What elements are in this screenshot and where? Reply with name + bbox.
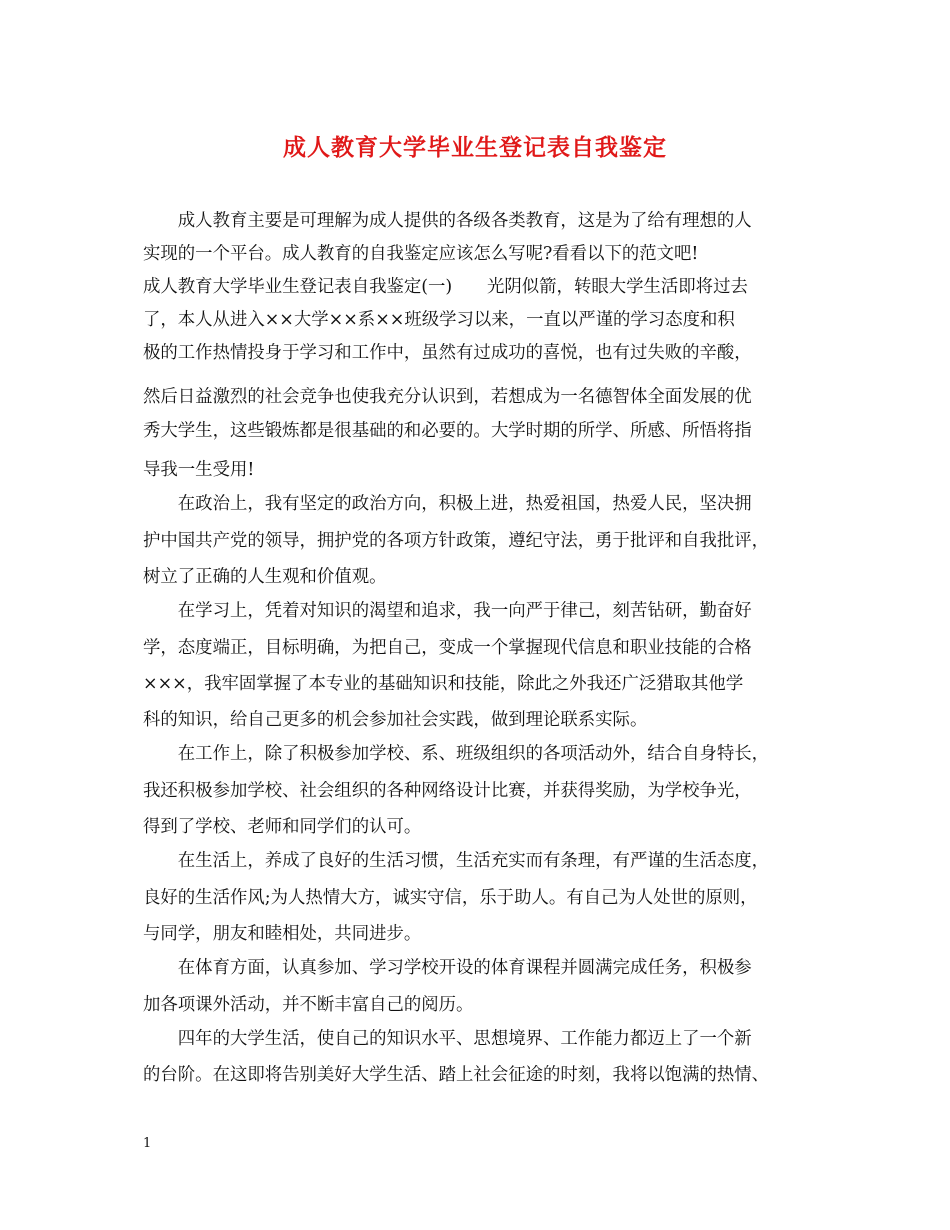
- body-line: 我还积极参加学校、社会组织的各种网络设计比赛，并获得奖励，为学校争光，: [143, 781, 752, 801]
- body-line: 加各项课外活动，并不断丰富自己的阅历。: [143, 995, 474, 1015]
- body-line: 实现的一个平台。成人教育的自我鉴定应该怎么写呢?看看以下的范文吧!: [143, 244, 699, 264]
- body-line: 了，本人从进入××大学××系××班级学习以来，一直以严谨的学习态度和积: [143, 310, 735, 330]
- body-line: 学，态度端正，目标明确，为把自己，变成一个掌握现代信息和职业技能的合格: [143, 638, 752, 658]
- body-line: 导我一生受用!: [143, 460, 255, 480]
- body-line: 成人教育主要是可理解为成人提供的各级各类教育，这是为了给有理想的人: [143, 211, 752, 231]
- body-line: 极的工作热情投身于学习和工作中，虽然有过成功的喜悦，也有过失败的辛酸，: [143, 343, 752, 363]
- body-line: 四年的大学生活，使自己的知识水平、思想境界、工作能力都迈上了一个新: [143, 1029, 752, 1049]
- page-title: 成人教育大学毕业生登记表自我鉴定: [283, 134, 667, 161]
- body-line: 与同学，朋友和睦相处，共同进步。: [143, 924, 422, 944]
- body-line: ×××，我牢固掌握了本专业的基础知识和技能，除此之外我还广泛猎取其他学: [143, 674, 744, 694]
- body-line: 在政治上，我有坚定的政治方向，积极上进，热爱祖国，热爱人民，坚决拥: [143, 494, 752, 514]
- body-line: 树立了正确的人生观和价值观。: [143, 567, 387, 587]
- body-line: 成人教育大学毕业生登记表自我鉴定(一) 光阴似箭，转眼大学生活即将过去: [143, 277, 748, 297]
- body-line: 然后日益激烈的社会竞争也使我充分认识到，若想成为一名德智体全面发展的优: [143, 387, 752, 407]
- body-line: 秀大学生，这些锻炼都是很基础的和必要的。大学时期的所学、所感、所悟将指: [143, 421, 752, 441]
- body-line: 在生活上，养成了良好的生活习惯，生活充实而有条理，有严谨的生活态度，: [143, 851, 770, 871]
- body-line: 良好的生活作风;为人热情大方，诚实守信，乐于助人。有自己为人处世的原则，: [143, 888, 758, 908]
- page-number: 1: [143, 1136, 152, 1151]
- body-line: 在工作上，除了积极参加学校、系、班级组织的各项活动外，结合自身特长，: [143, 744, 770, 764]
- body-line: 在体育方面，认真参加、学习学校开设的体育课程并圆满完成任务，积极参: [143, 958, 752, 978]
- body-line: 的台阶。在这即将告别美好大学生活、踏上社会征途的时刻，我将以饱满的热情、: [143, 1065, 770, 1085]
- body-line: 在学习上，凭着对知识的渴望和追求，我一向严于律己，刻苦钻研，勤奋好: [143, 601, 752, 621]
- body-line: 得到了学校、老师和同学们的认可。: [143, 817, 422, 837]
- body-line: 科的知识，给自己更多的机会参加社会实践，做到理论联系实际。: [143, 710, 648, 730]
- body-line: 护中国共产党的领导，拥护党的各项方针政策，遵纪守法，勇于批评和自我批评，: [143, 531, 770, 551]
